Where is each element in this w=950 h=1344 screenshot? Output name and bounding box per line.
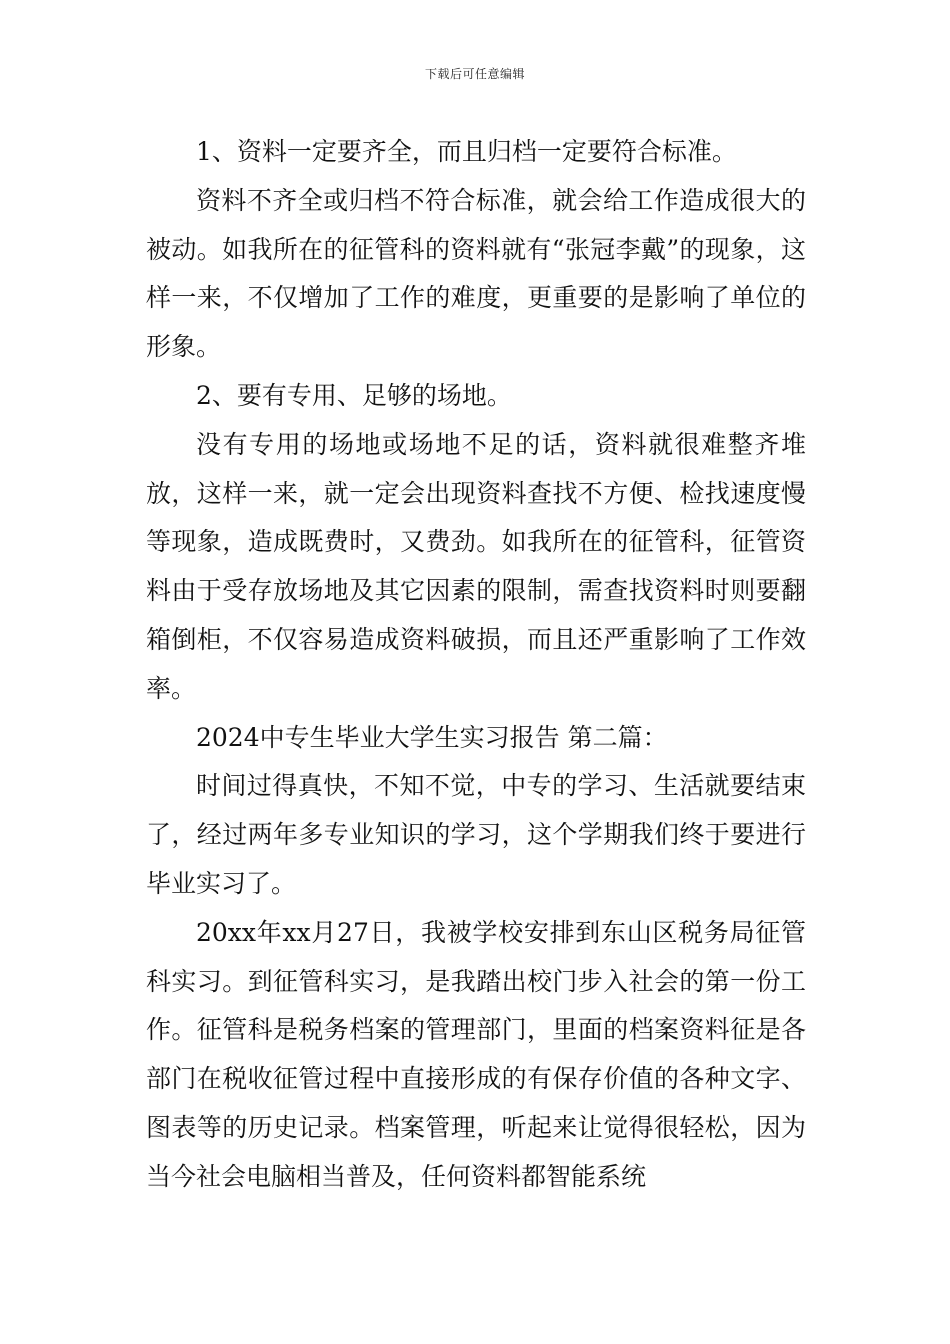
paragraph-5: 2024中专生毕业大学生实习报告 第二篇： <box>196 722 668 752</box>
paragraph-2: 资料不齐全或归档不符合标准，就会给工作造成很大的被动。如我所在的征管科的资料就有“张冠李戴”的现象，这样一来，不仅增加了工作的难度，更重要的是影响了单位的形象。 <box>146 185 806 362</box>
paragraph-4: 没有专用的场地或场地不足的话，资料就很难整齐堆放，这样一来，就一定会出现资料查找不方便、检找速度慢等现象，造成既费时，又费劲。如我所在的征管科，征管资料由于受存放场地及其它因素的限制，需查找资料时则要翻箱倒柜，不仅容易造成资料破损，而且还严重影响了工作效率。 <box>146 429 806 703</box>
header-note: 下载后可任意编辑 <box>424 67 525 81</box>
paragraph-7: 20xx年xx月27日，我被学校安排到东山区税务局征管科实习。到征管科实习，是我踏出校门步入社会的第一份工作。征管科是税务档案的管理部门，里面的档案资料征是各部门在税收征管过程中直接形成的有保存价值的各种文字、图表等的历史记录。档案管理，听起来让觉得很轻松，因为当今社会电脑相当普及，任何资料都智能系统 <box>146 917 806 1191</box>
paragraph-3: 2、要有专用、足够的场地。 <box>196 380 512 410</box>
paragraph-6: 时间过得真快，不知不觉，中专的学习、生活就要结束了，经过两年多专业知识的学习，这个学期我们终于要进行毕业实习了。 <box>146 771 806 898</box>
document-body <box>146 128 806 1202</box>
paragraph-1: 1、资料一定要齐全，而且归档一定要符合标准。 <box>196 137 737 166</box>
